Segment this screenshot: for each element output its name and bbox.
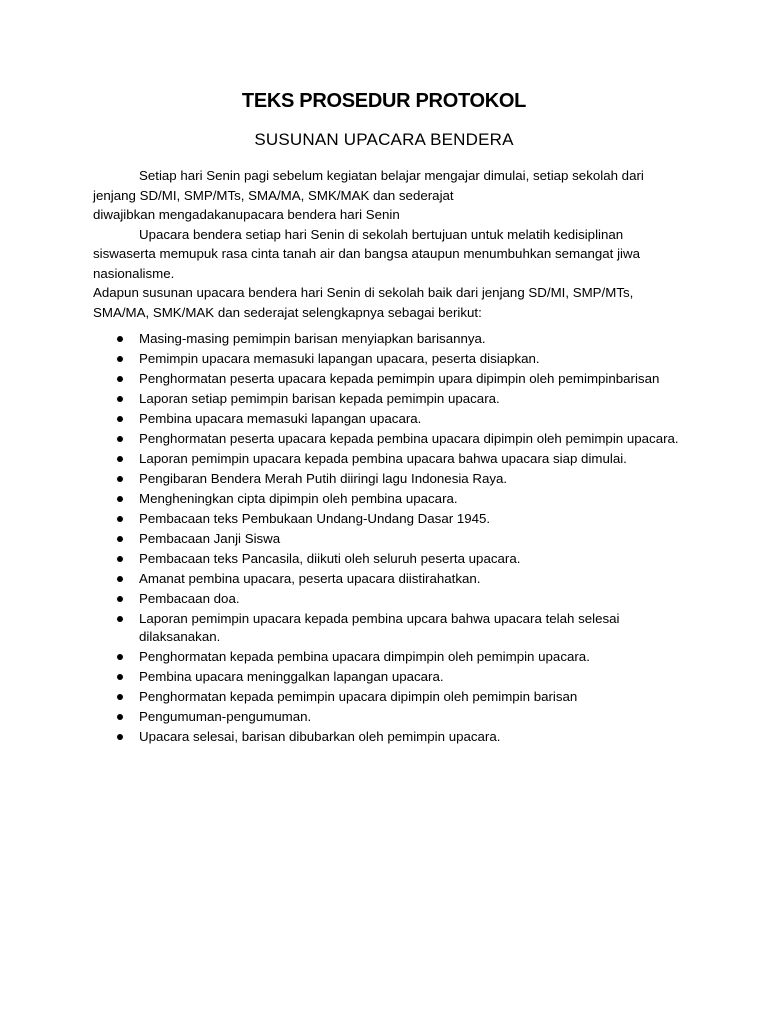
list-item [93,728,683,746]
bullet-icon [117,496,123,502]
bullet-icon [117,516,123,522]
list-item-text: Pembacaan Janji Siswa [139,531,281,546]
ceremony-steps-list [93,330,683,748]
list-item-text: Pembina upacara memasuki lapangan upacara. [139,411,422,426]
list-item-text: Penghormatan peserta upacara kepada pemimpin upara dipimpin oleh pemimpinbarisan [139,371,660,386]
list-item [93,410,683,428]
list-item [93,370,683,388]
bullet-icon [117,396,123,402]
list-item-text: Penghormatan kepada pembina upacara dimpimpin oleh pemimpin upacara. [139,649,590,664]
list-item-text: Masing-masing pemimpin barisan menyiapkan barisannya. [139,331,486,346]
bullet-icon [117,436,123,442]
bullet-icon [117,556,123,562]
list-item [93,668,683,686]
list-item [93,570,683,588]
list-item [93,590,683,608]
list-item-text: Laporan pemimpin upacara kepada pembina upcara bahwa upacara telah selesai dilaksanakan. [139,611,620,644]
list-item-text: Pembacaan teks Pancasila, diikuti oleh seluruh peserta upacara. [139,551,521,566]
bullet-icon [117,596,123,602]
bullet-icon [117,356,123,362]
list-item-text: Penghormatan peserta upacara kepada pembina upacara dipimpin oleh pemimpin upacara. [139,431,679,446]
list-item [93,430,683,448]
list-item [93,330,683,348]
bullet-icon [117,674,123,680]
document-subtitle: SUSUNAN UPACARA BENDERA [254,130,514,149]
list-item-text: Pengibaran Bendera Merah Putih diiringi lagu Indonesia Raya. [139,471,508,486]
list-item [93,490,683,508]
list-item-text: Pembina upacara meninggalkan lapangan upacara. [139,669,444,684]
list-item-text: Laporan pemimpin upacara kepada pembina upacara bahwa upacara siap dimulai. [139,451,627,466]
bullet-icon [117,416,123,422]
bullet-icon [117,536,123,542]
list-item-text: Amanat pembina upacara, peserta upacara diistirahatkan. [139,571,481,586]
list-item-text: Pemimpin upacara memasuki lapangan upacara, peserta disiapkan. [139,351,540,366]
list-item [93,470,683,488]
list-item-text: Penghormatan kepada pemimpin upacara dipimpin oleh pemimpin barisan [139,689,578,704]
list-item [93,648,683,666]
list-item [93,390,683,408]
list-item [93,550,683,568]
list-item [93,708,683,726]
list-item-text: Laporan setiap pemimpin barisan kepada pemimpin upacara. [139,391,500,406]
list-item-text: Upacara selesai, barisan dibubarkan oleh pemimpin upacara. [139,729,501,744]
purpose-paragraph: Upacara bendera setiap hari Senin di sekolah bertujuan untuk melatih kedisiplinan siswaserta memupuk rasa cinta tanah air dan bangsa ataupun menumbuhkan semangat jiwa nasionalisme. [93,226,640,281]
bullet-icon [117,456,123,462]
bullet-icon [117,734,123,740]
list-item [93,450,683,468]
bullet-icon [117,654,123,660]
list-item-text: Mengheningkan cipta dipimpin oleh pembina upacara. [139,491,458,506]
intro-paragraph: Setiap hari Senin pagi sebelum kegiatan belajar mengajar dimulai, setiap sekolah dari jenjang SD/MI, SMP/MTs, SMA/MA, SMK/MAK dan sederajat [93,168,644,203]
bullet-icon [117,376,123,382]
intro-paragraph-continuation: diwajibkan mengadakanupacara bendera hari Senin [93,207,400,222]
order-intro-paragraph: Adapun susunan upacara bendera hari Senin di sekolah baik dari jenjang SD/MI, SMP/MTs, SMA/MA, SMK/MAK dan sederajat selengkapnya sebagai berikut: [93,285,634,320]
bullet-icon [117,476,123,482]
list-item-text: Pembacaan teks Pembukaan Undang-Undang Dasar 1945. [139,511,491,526]
document-title: TEKS PROSEDUR PROTOKOL [241,90,527,112]
list-item-text: Pembacaan doa. [139,591,240,606]
list-item [93,350,683,368]
list-item [93,610,683,646]
bullet-icon [117,336,123,342]
bullet-icon [117,694,123,700]
list-item-text: Pengumuman-pengumuman. [139,709,312,724]
bullet-icon [117,714,123,720]
intro-body [93,166,683,322]
bullet-icon [117,616,123,622]
list-item [93,530,683,548]
list-item [93,510,683,528]
bullet-icon [117,576,123,582]
list-item [93,688,683,706]
